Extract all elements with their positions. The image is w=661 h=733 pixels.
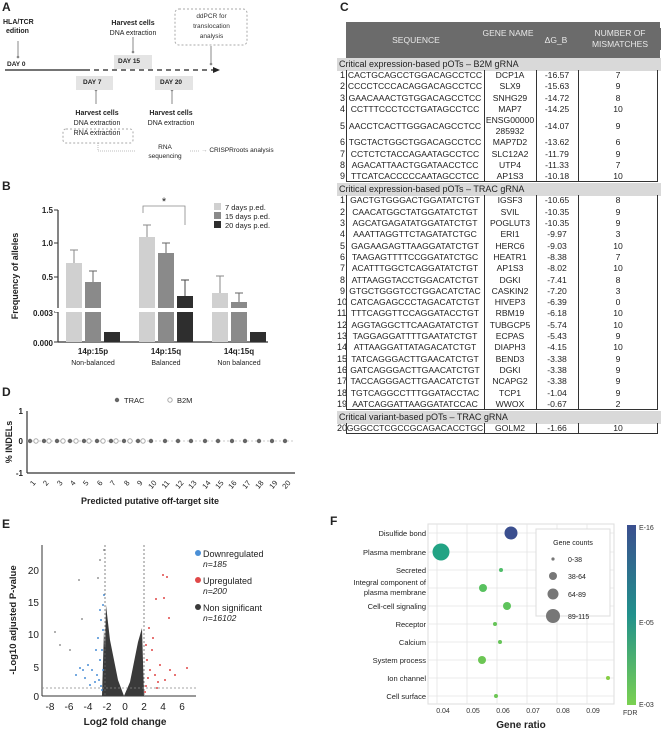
mismatch-cell: 7 <box>615 251 621 262</box>
panel-letter-f: F <box>330 514 338 528</box>
dg-cell: -14.25 <box>544 103 570 114</box>
svg-text:Balanced: Balanced <box>151 360 181 367</box>
sequence-cell: TGCTACTGGCTGGACAGCCTCC <box>348 137 482 148</box>
row-index: 9 <box>339 171 345 182</box>
dg-cell: -1.04 <box>547 387 567 398</box>
svg-text:-6: -6 <box>64 702 74 713</box>
dg-cell: -3.38 <box>547 364 567 375</box>
mismatch-cell: 3 <box>615 229 621 240</box>
gene-cell: BEND3 <box>495 353 525 364</box>
mismatch-cell: 8 <box>615 92 621 103</box>
row-index: 2 <box>339 81 345 92</box>
mismatch-cell: 10 <box>613 342 623 353</box>
mismatch-cell: 9 <box>615 121 621 132</box>
svg-text:8: 8 <box>121 478 132 488</box>
day20-annotation <box>138 109 204 129</box>
svg-text:Integral component of: Integral component of <box>353 578 426 587</box>
dg-cell: -15.63 <box>544 81 570 92</box>
svg-text:0.000: 0.000 <box>32 339 53 348</box>
svg-text:11: 11 <box>159 478 172 491</box>
row-index: 8 <box>339 274 345 285</box>
gene-cell: DIAPH3 <box>494 342 526 353</box>
gene-cell: IGSF3 <box>497 195 523 206</box>
sequence-cell: TAGGAGGATTTTGAATATCTGT <box>352 331 478 341</box>
allele-frequency-bar-chart <box>0 190 330 385</box>
day7-sub2: RNA extraction <box>73 130 121 137</box>
svg-text:20: 20 <box>27 566 39 577</box>
dg-cell: -0.67 <box>547 398 567 409</box>
gene-cell: POGLUT3 <box>489 218 531 228</box>
dg-cell: -3.38 <box>547 353 567 364</box>
svg-text:0: 0 <box>33 692 39 703</box>
ddpcr-note <box>176 12 247 42</box>
svg-text:1.0: 1.0 <box>41 239 53 248</box>
svg-text:6: 6 <box>179 702 185 713</box>
row-index: 10 <box>337 297 348 308</box>
svg-text:Receptor: Receptor <box>395 620 426 629</box>
gene-cell: MAP7D2 <box>492 137 528 148</box>
gene-cell: AP1S3 <box>496 263 524 274</box>
panel-letter-d: D <box>2 385 11 399</box>
row-index: 15 <box>337 353 348 364</box>
mismatch-cell: 9 <box>615 364 621 375</box>
svg-text:5: 5 <box>33 663 39 674</box>
column-divider <box>536 70 537 182</box>
sequence-cell: ATTAAGGTACCTGGACATCTGT <box>351 274 479 285</box>
row-index: 4 <box>339 229 345 240</box>
row-index: 1 <box>339 70 345 80</box>
svg-text:89-115: 89-115 <box>568 614 590 621</box>
svg-text:15 days p.ed.: 15 days p.ed. <box>225 212 271 221</box>
column-divider <box>578 195 579 410</box>
svg-text:64-89: 64-89 <box>568 592 586 599</box>
row-index: 18 <box>337 387 348 398</box>
row-index: 5 <box>339 240 345 251</box>
section-border <box>346 195 658 410</box>
gene-cell: ECPAS <box>495 331 525 341</box>
sequence-cell: GACTGTGGGACTGGATATCTGT <box>350 195 480 206</box>
gene-cell: RBM19 <box>495 308 525 319</box>
svg-text:14p:15q: 14p:15q <box>150 347 182 356</box>
gene-cell: SLC12A2 <box>491 148 529 159</box>
svg-text:-2: -2 <box>102 702 112 713</box>
row-index: 20 <box>337 423 348 434</box>
dg-cell: -14.72 <box>544 92 570 103</box>
dg-cell: -5.74 <box>547 319 567 330</box>
dg-cell: -16.57 <box>544 70 570 80</box>
svg-text:1.5: 1.5 <box>41 206 53 215</box>
row-index: 11 <box>337 308 347 319</box>
svg-text:E-16: E-16 <box>639 525 654 532</box>
gene-cell: DGKI <box>499 364 521 375</box>
day20-title: Harvest cells <box>149 110 193 117</box>
svg-text:Calcium: Calcium <box>398 638 426 647</box>
sequence-cell: TTCATCACCCCCAATAGCCTCC <box>351 171 479 182</box>
sequence-cell: GTGCTGGGTCCTGGACATCTAC <box>349 285 481 296</box>
mismatch-cell: 10 <box>613 319 623 330</box>
svg-text:Non balanced: Non balanced <box>217 360 261 367</box>
section-border <box>346 70 658 182</box>
mismatch-cell: 9 <box>615 206 621 217</box>
ddpcr-line3: analysis <box>199 33 224 40</box>
svg-text:Ion channel: Ion channel <box>387 674 426 683</box>
col-dg: ΔG_B <box>535 35 577 46</box>
mismatch-cell: 3 <box>615 285 621 296</box>
column-divider <box>484 195 485 410</box>
svg-text:20 days p.ed.: 20 days p.ed. <box>225 221 271 230</box>
gene-cell: HIVEP3 <box>494 297 526 308</box>
column-divider <box>536 195 537 410</box>
svg-text:3: 3 <box>54 478 65 488</box>
gene-cell: MAP7 <box>498 103 522 114</box>
svg-text:E-03: E-03 <box>639 702 654 709</box>
mismatch-cell: 6 <box>615 137 621 148</box>
svg-text:Cell-cell signaling: Cell-cell signaling <box>367 602 426 611</box>
crisprroots-note <box>201 147 274 154</box>
gene-cell: GOLM2 <box>494 423 526 434</box>
svg-text:0: 0 <box>122 702 128 713</box>
svg-text:0.04: 0.04 <box>436 708 450 715</box>
svg-text:4: 4 <box>67 478 78 488</box>
svg-text:15: 15 <box>213 478 226 491</box>
sequence-cell: TGTCAGGCCTTTGGATACCTAC <box>350 387 480 398</box>
svg-text:13: 13 <box>186 478 199 491</box>
rnaseq-note <box>140 143 190 161</box>
sequence-cell: AAATTAGGTTCTAGATATCTGC <box>353 229 477 240</box>
ddpcr-line2: translocation <box>193 23 230 30</box>
svg-text:0-38: 0-38 <box>568 557 583 564</box>
day15-label: DAY 15 <box>118 58 141 65</box>
mismatch-cell: 0 <box>615 297 621 308</box>
dg-cell: -10.35 <box>544 206 570 217</box>
row-index: 6 <box>339 137 345 148</box>
gene-cell: AP1S3 <box>496 171 524 182</box>
dg-cell: -10.18 <box>544 171 570 182</box>
day20-sub: DNA extraction <box>147 120 195 127</box>
gene-cell: ERI1 <box>500 229 520 240</box>
crisprroots-label: CRISPRroots analysis <box>209 147 274 154</box>
row-index: 17 <box>337 376 348 387</box>
panel-letter-e: E <box>2 517 11 531</box>
sequence-cell: ATTAAGGATTATAGACATCTGT <box>353 342 477 353</box>
svg-text:plasma membrane: plasma membrane <box>363 588 426 597</box>
sequence-cell: AGCATGAGATATGGATATCTGT <box>352 218 478 228</box>
dg-cell: -8.02 <box>547 263 567 274</box>
row-index: 7 <box>339 263 345 274</box>
row-index: 8 <box>339 159 345 170</box>
gene-cell: HEATR1 <box>493 251 527 262</box>
column-divider <box>536 423 537 434</box>
gene-cell: CASKIN2 <box>491 285 529 296</box>
row-index: 6 <box>339 251 345 262</box>
svg-text:Frequency of alleles: Frequency of alleles <box>10 232 20 320</box>
svg-text:n=185: n=185 <box>203 559 227 569</box>
column-divider <box>578 423 579 434</box>
mismatch-cell: 9 <box>615 387 621 398</box>
section-header: Critical expression-based pOTs – B2M gRNA <box>337 58 661 71</box>
dg-cell: -3.38 <box>547 376 567 387</box>
svg-text:0.05: 0.05 <box>466 708 480 715</box>
dg-cell: -5.43 <box>547 331 567 341</box>
sequence-cell: GGGCCTCGCCGCAGACACCTGC <box>346 423 484 434</box>
svg-text:Upregulated: Upregulated <box>203 576 253 586</box>
mismatch-cell: 10 <box>613 171 623 182</box>
svg-text:n=16102: n=16102 <box>203 613 237 623</box>
dg-cell: -10.35 <box>544 218 570 228</box>
mismatch-cell: 2 <box>615 398 621 409</box>
svg-text:20: 20 <box>280 478 293 491</box>
svg-text:-1: -1 <box>15 469 23 478</box>
gene-cell-part: 285932 <box>495 126 525 137</box>
svg-text:10: 10 <box>27 630 39 641</box>
svg-text:1: 1 <box>27 478 38 488</box>
row-index: 13 <box>337 331 348 341</box>
section-border <box>346 423 658 434</box>
sequence-cell: CACTGCAGCCTGGACAGCCTCC <box>347 70 483 80</box>
gene-cell: TUBGCP5 <box>489 319 531 330</box>
svg-text:Log2 fold change: Log2 fold change <box>83 717 167 728</box>
svg-text:Gene ratio: Gene ratio <box>496 720 546 731</box>
svg-text:19: 19 <box>267 478 280 491</box>
svg-text:TRAC: TRAC <box>124 396 145 405</box>
dg-cell: -7.20 <box>547 285 567 296</box>
gene-cell: SNHG29 <box>492 92 528 103</box>
svg-text:7: 7 <box>107 478 118 488</box>
day15-sub: DNA extraction <box>109 30 157 37</box>
svg-text:38-64: 38-64 <box>568 574 586 581</box>
mismatch-cell: 10 <box>613 308 623 319</box>
row-index: 19 <box>337 398 348 409</box>
dg-cell: -4.15 <box>547 342 567 353</box>
dg-cell: -6.18 <box>547 308 567 319</box>
dg-cell: -1.66 <box>547 423 567 434</box>
rnaseq-line1: RNA <box>158 144 172 151</box>
gene-cell: SVIL <box>500 206 520 217</box>
dg-cell: -14.07 <box>544 121 570 132</box>
svg-text:Cell surface: Cell surface <box>386 692 426 701</box>
svg-text:18: 18 <box>253 478 266 491</box>
start-label-line1: HLA/TCR <box>3 19 34 26</box>
gene-cell: DCP1A <box>495 70 525 80</box>
gene-cell: TCP1 <box>499 387 521 398</box>
svg-text:E-05: E-05 <box>639 620 654 627</box>
mismatch-cell: 7 <box>615 70 621 80</box>
svg-text:0.06: 0.06 <box>496 708 510 715</box>
svg-text:6: 6 <box>94 478 105 488</box>
svg-text:-Log10 adjusted P-value: -Log10 adjusted P-value <box>8 565 19 675</box>
svg-text:14q:15q: 14q:15q <box>223 347 255 356</box>
svg-text:0.09: 0.09 <box>586 708 600 715</box>
day7-annotation <box>62 109 132 139</box>
day15-annotation <box>100 19 166 39</box>
svg-text:Plasma membrane: Plasma membrane <box>363 548 426 557</box>
row-index: 5 <box>339 121 345 132</box>
svg-text:0.08: 0.08 <box>556 708 570 715</box>
day7-label: DAY 7 <box>83 79 102 86</box>
svg-text:Secreted: Secreted <box>395 566 426 575</box>
gene-cell: DGKI <box>499 274 521 285</box>
svg-text:FDR: FDR <box>623 710 638 717</box>
svg-text:4: 4 <box>160 702 166 713</box>
row-index: 1 <box>339 195 345 206</box>
day15-title: Harvest cells <box>111 20 155 27</box>
svg-text:*: * <box>161 196 167 208</box>
svg-text:B2M: B2M <box>177 396 193 405</box>
row-index: 16 <box>337 364 348 375</box>
mismatch-cell: 10 <box>613 423 623 434</box>
dg-cell: -11.79 <box>545 148 569 159</box>
arrow-icon: → <box>201 147 210 154</box>
day7-sub1: DNA extraction <box>73 120 121 127</box>
svg-text:14: 14 <box>200 478 213 491</box>
sequence-cell: GAACAAACTGTGGACAGCCTCC <box>348 92 482 103</box>
mismatch-cell: 9 <box>615 376 621 387</box>
dg-cell: -7.41 <box>547 274 567 285</box>
svg-text:2: 2 <box>141 702 147 713</box>
svg-text:7 days p.ed.: 7 days p.ed. <box>225 203 266 212</box>
svg-text:Non significant: Non significant <box>203 603 263 613</box>
svg-text:Predicted putative off-target: Predicted putative off-target site <box>80 496 220 506</box>
svg-text:Gene counts: Gene counts <box>553 540 593 547</box>
panel-letter-b: B <box>2 179 11 193</box>
svg-text:5: 5 <box>80 478 91 488</box>
sequence-cell: CCCCTCCCACAGGACAGCCTCC <box>347 81 483 92</box>
sequence-cell: TACCAGGGACTTGAACATCTGT <box>350 376 480 387</box>
mismatch-cell: 9 <box>615 353 621 364</box>
sequence-cell: GATCAGGGACTTGAACATCTGT <box>350 364 480 375</box>
col-sequence: SEQUENCE <box>346 35 486 46</box>
svg-text:16: 16 <box>226 478 239 491</box>
svg-text:Downregulated: Downregulated <box>203 549 264 559</box>
svg-text:1: 1 <box>18 407 23 416</box>
svg-text:2: 2 <box>40 478 51 488</box>
table-header <box>346 22 660 58</box>
mismatch-cell: 9 <box>615 331 621 341</box>
gene-cell: UTP4 <box>499 159 521 170</box>
volcano-plot <box>0 510 330 733</box>
sequence-cell: AATCAGGATTAAGGATATCCAC <box>352 398 478 409</box>
dg-cell: -8.38 <box>547 251 567 262</box>
column-divider <box>484 70 485 182</box>
sequence-cell: TTTCAGGTTCCAGGATACCTGT <box>350 308 480 319</box>
dg-cell: -10.65 <box>544 195 570 206</box>
svg-text:-8: -8 <box>45 702 55 713</box>
mismatch-cell: 9 <box>615 218 621 228</box>
svg-text:17: 17 <box>240 478 253 491</box>
section-header: Critical variant-based pOTs – TRAC gRNA <box>337 411 661 424</box>
ddpcr-line1: ddPCR for <box>196 13 227 20</box>
dg-cell: -13.62 <box>544 137 570 148</box>
mismatch-cell: 10 <box>613 240 623 251</box>
section-header: Critical expression-based pOTs – TRAC gRNA <box>337 183 661 196</box>
row-index: 4 <box>339 103 345 114</box>
sequence-cell: AACCTCACTTGGGACAGCCTCC <box>348 121 482 132</box>
sequence-cell: CCTCTCTACCAGAATAGCCTCC <box>350 148 480 159</box>
sequence-cell: TAAGAGTTTTCCGGATATCTGC <box>351 251 479 262</box>
sequence-cell: ACATTTGGCTCAGGATATCTGT <box>351 263 479 274</box>
start-label-line2: edition <box>6 28 29 35</box>
day0-label: DAY 0 <box>7 61 26 68</box>
gene-cell: HERC6 <box>495 240 525 251</box>
dg-cell: -6.39 <box>547 297 567 308</box>
row-index: 7 <box>339 148 345 159</box>
size-legend-89-115 <box>536 606 616 626</box>
sequence-cell: GAGAAGAGTTAAGGATATCTGT <box>351 240 479 251</box>
panel-letter-a: A <box>2 0 11 14</box>
mismatch-cell: 8 <box>615 274 621 285</box>
gene-cell: WWOX <box>495 398 525 409</box>
svg-text:12: 12 <box>173 478 186 491</box>
row-index: 14 <box>337 342 348 353</box>
svg-text:Disulfide bond: Disulfide bond <box>378 529 426 538</box>
svg-text:n=200: n=200 <box>203 586 227 596</box>
dg-cell: -9.03 <box>547 240 567 251</box>
gene-cell-part: ENSG00000 <box>485 115 535 126</box>
size-legend-large <box>536 606 616 631</box>
mismatch-cell: 9 <box>615 81 621 92</box>
sequence-cell: CATCAGAGCCCTAGACATCTGT <box>350 297 480 308</box>
svg-text:-4: -4 <box>83 702 93 713</box>
column-divider <box>578 70 579 182</box>
mismatch-cell: 7 <box>615 159 621 170</box>
svg-text:0: 0 <box>18 437 23 446</box>
sequence-cell: CCTTTCCCTCCTGATAGCCTCC <box>350 103 480 114</box>
col-mismatches: NUMBER OF MISMATCHES <box>579 28 661 50</box>
start-label <box>3 18 34 36</box>
sequence-cell: CAACATGGCTATGGATATCTGT <box>352 206 478 217</box>
sequence-cell: AGGTAGGCTTCAAGATATCTGT <box>351 319 479 330</box>
mismatch-cell: 9 <box>615 148 621 159</box>
sequence-cell: AGACATTAACTGGATAACCTCC <box>351 159 479 170</box>
svg-text:14p:15p: 14p:15p <box>77 347 109 356</box>
row-index: 9 <box>339 285 345 296</box>
gene-cell: NCAPG2 <box>492 376 528 387</box>
mismatch-cell: 8 <box>615 195 621 206</box>
sequence-cell: TATCAGGGACTTGAACATCTGT <box>351 353 479 364</box>
svg-text:10: 10 <box>146 478 159 491</box>
svg-text:0.5: 0.5 <box>41 273 53 282</box>
mismatch-cell: 10 <box>613 263 623 274</box>
day7-title: Harvest cells <box>75 110 119 117</box>
panel-letter-c: C <box>340 0 349 14</box>
dg-cell: -9.97 <box>547 229 567 240</box>
svg-text:0.003: 0.003 <box>32 309 53 318</box>
row-index: 3 <box>339 92 345 103</box>
svg-text:0.07: 0.07 <box>526 708 540 715</box>
gene-cell: SLX9 <box>499 81 521 92</box>
row-index: 3 <box>339 218 345 228</box>
row-index: 12 <box>337 319 348 330</box>
svg-text:% INDELs: % INDELs <box>4 420 14 464</box>
row-index: 2 <box>339 206 345 217</box>
indel-scatter-chart <box>0 385 330 510</box>
svg-text:15: 15 <box>27 598 39 609</box>
svg-text:Non-balanced: Non-balanced <box>71 360 115 367</box>
rnaseq-line2: sequencing <box>148 153 182 160</box>
svg-text:9: 9 <box>134 478 145 488</box>
svg-text:System process: System process <box>372 656 426 665</box>
mismatch-cell: 10 <box>613 103 623 114</box>
dg-cell: -11.33 <box>545 159 569 170</box>
col-gene-name: GENE NAME <box>482 28 534 38</box>
day20-label: DAY 20 <box>160 79 183 86</box>
column-divider <box>484 423 485 434</box>
